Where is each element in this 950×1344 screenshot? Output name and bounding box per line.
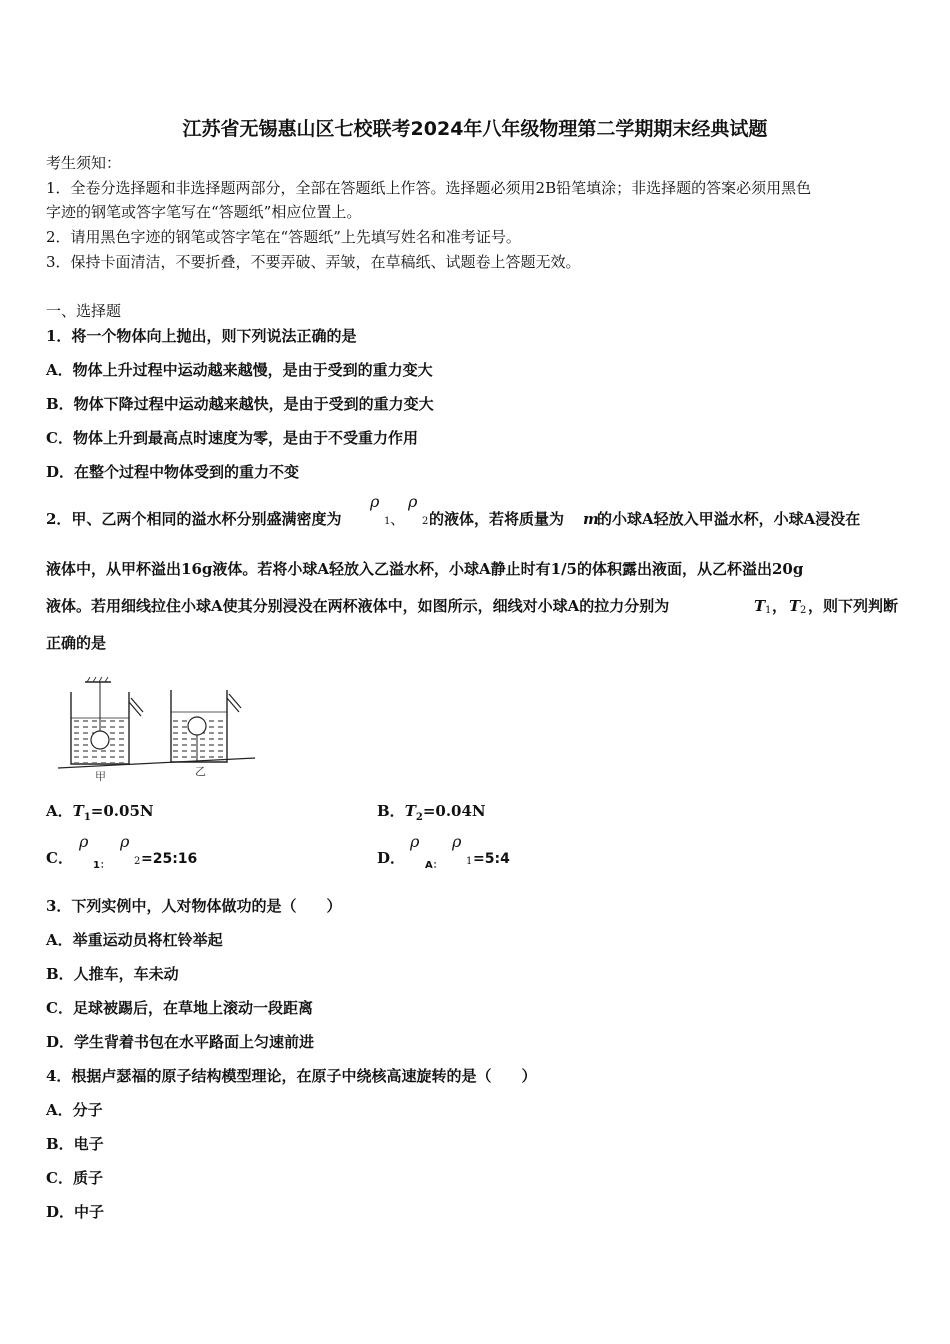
q1-option-c: C．物体上升到最高点时速度为零，是由于不受重力作用 bbox=[46, 429, 418, 447]
q2-option-c-sub-2: 2 bbox=[134, 856, 141, 867]
q2-stem-mid: 的液体，若将质量为 bbox=[429, 510, 565, 528]
q1-option-b: B．物体下降过程中运动越来越快，是由于受到的重力变大 bbox=[46, 395, 434, 413]
notice-item-1-line-2: 字迹的钢笔或答字笔写在“答题纸”相应位置上。 bbox=[46, 203, 362, 221]
cup-yi bbox=[171, 690, 241, 762]
q2-line-3-pre: 液体。若用细线拉住小球A使其分别浸没在两杯液体中，如图所示，细线对小球A的拉力分别为 bbox=[46, 597, 670, 615]
q4-stem: 4．根据卢瑟福的原子结构模型理论，在原子中绕核高速旋转的是（ ） bbox=[46, 1067, 537, 1085]
q2-option-d-rho-1: ρ bbox=[452, 832, 462, 851]
q2-option-a bbox=[46, 801, 154, 828]
q2-line-4: 正确的是 bbox=[46, 634, 107, 652]
notice-heading: 考生须知： bbox=[46, 154, 122, 172]
q2-t2-sub: 2 bbox=[800, 605, 807, 616]
q2-mass-symbol: m bbox=[583, 510, 599, 528]
q2-option-b-label: B． bbox=[377, 802, 405, 820]
q3-option-d: D．学生背着书包在水平路面上匀速前进 bbox=[46, 1033, 315, 1051]
q2-option-b-sub: 2 bbox=[415, 812, 423, 823]
q2-line-3-post: ，则下列判断 bbox=[808, 597, 899, 615]
q4-option-c: C．质子 bbox=[46, 1169, 103, 1187]
q2-separator: 、 bbox=[390, 510, 406, 528]
q2-t2-symbol: T bbox=[789, 597, 801, 615]
q2-option-d-ratio: =5:4 bbox=[473, 851, 510, 867]
q2-t1-symbol: T bbox=[754, 597, 766, 615]
q2-option-c-rho-2: ρ bbox=[120, 832, 130, 851]
q3-stem: 3．下列实例中，人对物体做功的是（ ） bbox=[46, 897, 342, 915]
q2-option-b bbox=[377, 801, 486, 828]
q3-option-a: A．举重运动员将杠铃举起 bbox=[46, 931, 223, 949]
q1-stem: 1．将一个物体向上抛出，则下列说法正确的是 bbox=[46, 327, 357, 345]
q2-stem-post: 的小球A轻放入甲溢水杯，小球A浸没在 bbox=[597, 510, 861, 528]
q3-option-b: B．人推车，车未动 bbox=[46, 965, 179, 983]
q2-option-d-label: D． bbox=[377, 849, 406, 867]
q2-rho-2-sub: 2 bbox=[422, 516, 429, 527]
q2-option-d-sub-a: A： bbox=[425, 860, 443, 871]
notice-item-2: 2．请用黑色字迹的钢笔或答字笔在“答题纸”上先填写姓名和准考证号。 bbox=[46, 228, 521, 246]
q2-option-a-symbol: T bbox=[72, 802, 84, 820]
q2-comma: ， bbox=[772, 597, 788, 615]
q2-option-c-colon: 1： bbox=[93, 860, 110, 871]
section-heading: 一、选择题 bbox=[46, 302, 122, 320]
q2-line-2: 液体中，从甲杯溢出16g液体。若将小球A轻放入乙溢水杯，小球A静止时有1/5的体积露出液面，从乙杯溢出20g bbox=[46, 560, 804, 578]
page-title: 江苏省无锡惠山区七校联考2024年八年级物理第二学期期末经典试题 bbox=[182, 118, 768, 140]
notice-item-1-line-1: 1．全卷分选择题和非选择题两部分，全部在答题纸上作答。选择题必须用2B铅笔填涂；非选择题的答案必须用黑色 bbox=[46, 179, 812, 197]
q2-option-a-value: =0.05N bbox=[90, 802, 154, 820]
overflow-cups-figure bbox=[55, 676, 260, 786]
q2-option-b-symbol: T bbox=[404, 802, 416, 820]
q4-option-b: B．电子 bbox=[46, 1135, 104, 1153]
q2-rho-1: ρ bbox=[370, 492, 380, 511]
q2-rho-1-sub: 1 bbox=[384, 516, 391, 527]
figure-label-jia: 甲 bbox=[95, 770, 106, 783]
q3-option-c: C．足球被踢后，在草地上滚动一段距离 bbox=[46, 999, 313, 1017]
notice-item-3: 3．保持卡面清洁，不要折叠，不要弄破、弄皱，在草稿纸、试题卷上答题无效。 bbox=[46, 253, 581, 271]
q2-option-b-value: =0.04N bbox=[422, 802, 486, 820]
q2-option-a-label: A． bbox=[46, 802, 73, 820]
q2-stem-pre: 2．甲、乙两个相同的溢水杯分别盛满密度为 bbox=[46, 510, 342, 528]
q2-t1-sub: 1 bbox=[765, 605, 772, 616]
q4-option-d: D．中子 bbox=[46, 1203, 105, 1221]
q2-option-c-rho-1: ρ bbox=[79, 832, 89, 851]
cup-jia bbox=[71, 677, 143, 764]
q2-rho-2: ρ bbox=[408, 492, 418, 511]
q2-option-c-ratio: =25:16 bbox=[141, 851, 198, 867]
q1-option-a: A．物体上升过程中运动越来越慢，是由于受到的重力变大 bbox=[46, 361, 433, 379]
figure-label-yi: 乙 bbox=[195, 765, 206, 778]
q4-option-a: A．分子 bbox=[46, 1101, 103, 1119]
q2-option-d-sub-1: 1 bbox=[466, 856, 473, 867]
q1-option-d: D．在整个过程中物体受到的重力不变 bbox=[46, 463, 300, 481]
q2-option-c-label: C． bbox=[46, 849, 73, 867]
q2-option-a-sub: 1 bbox=[83, 812, 91, 823]
q2-option-d-rho-a: ρ bbox=[410, 832, 420, 851]
